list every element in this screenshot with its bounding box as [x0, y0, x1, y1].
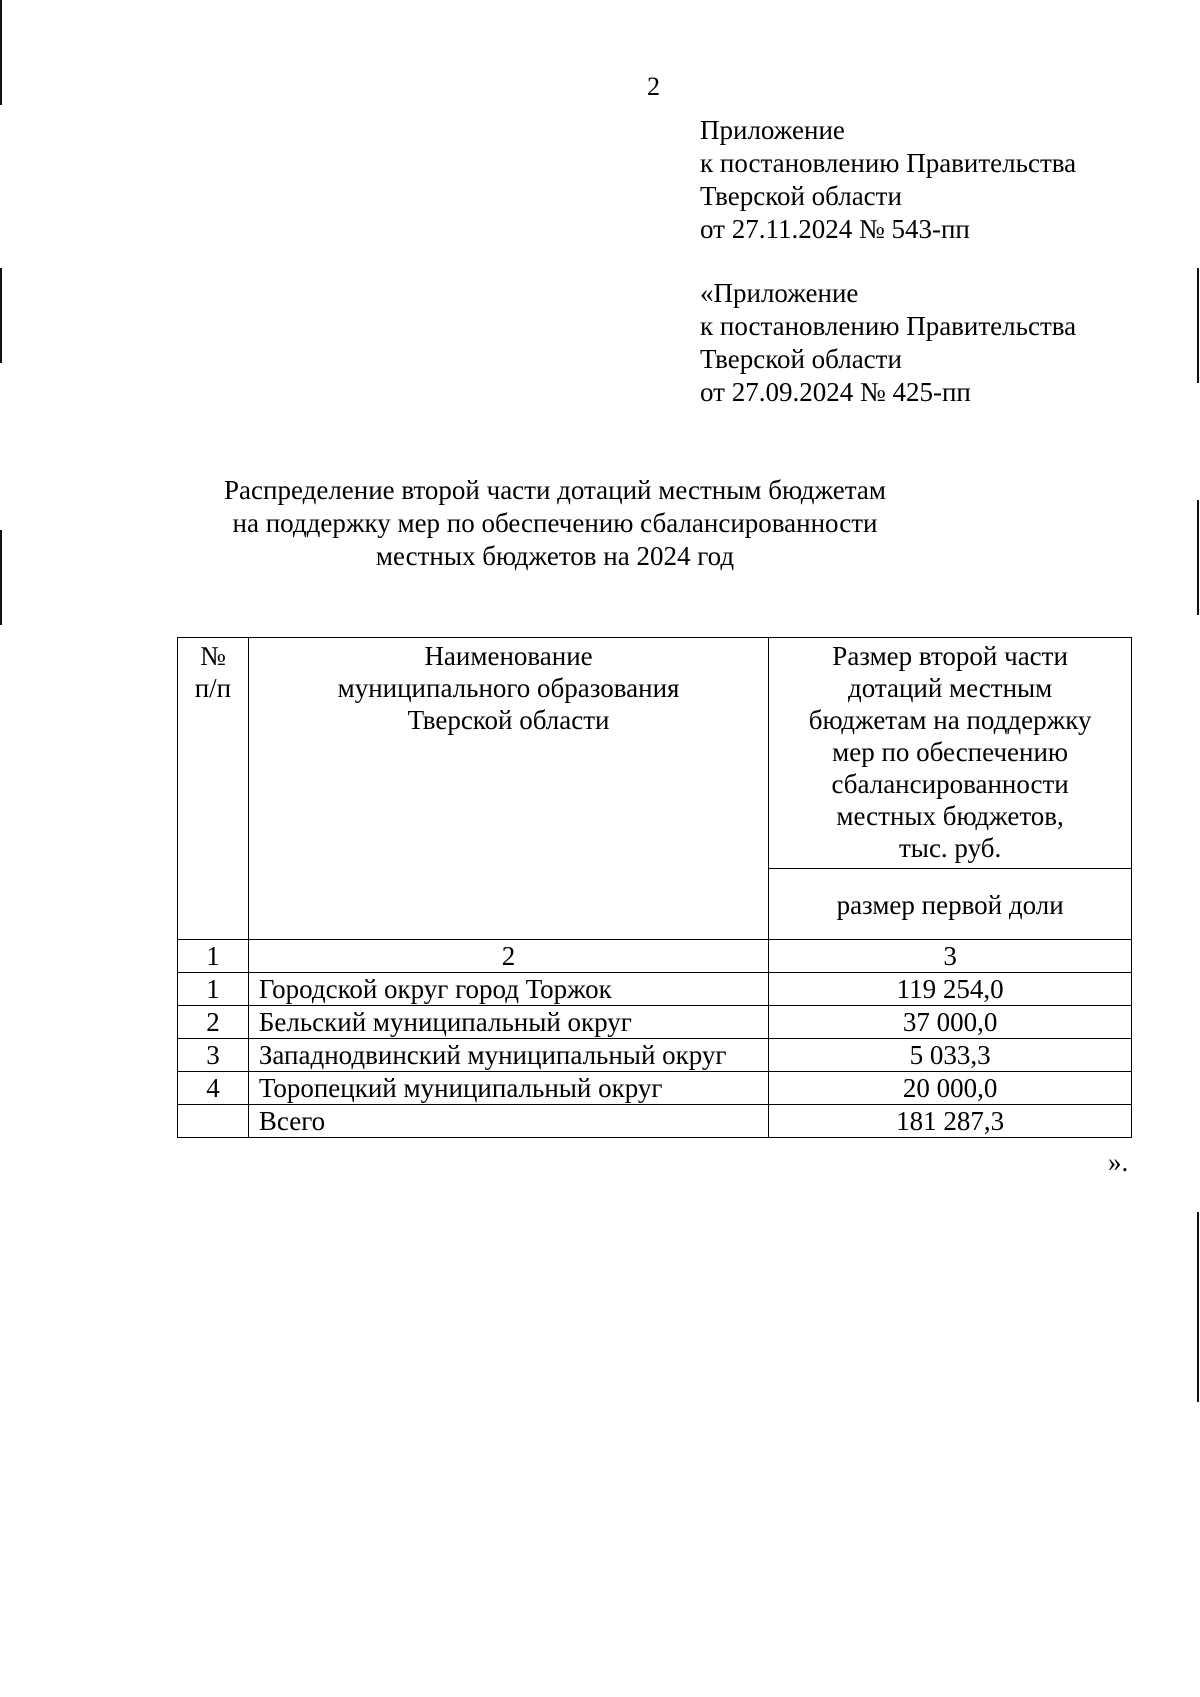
header-amount-line: сбалансированности: [831, 769, 1069, 799]
scan-edge-mark: [0, 530, 2, 625]
row-number: 4: [178, 1072, 249, 1105]
header-amount-line: тыс. руб.: [899, 833, 1002, 863]
header-amount-line: местных бюджетов,: [836, 801, 1064, 831]
municipality-name: Западнодвинский муниципальный округ: [248, 1039, 768, 1072]
column-index: 3: [769, 940, 1132, 973]
title-line: местных бюджетов на 2024 год: [375, 541, 735, 571]
appendix-header-current: [700, 114, 1076, 246]
amount-value: 5 033,3: [769, 1039, 1132, 1072]
column-index: 1: [178, 940, 249, 973]
page-number: 2: [647, 72, 660, 101]
table-row: [178, 1072, 1132, 1105]
closing-quote: ».: [1108, 1147, 1129, 1177]
table-row: [178, 1006, 1132, 1039]
header-number-line: №: [200, 641, 226, 671]
appendix-line: от 27.11.2024 № 543-пп: [700, 214, 970, 244]
municipality-name: Бельский муниципальный округ: [248, 1006, 768, 1039]
column-index: 2: [248, 940, 768, 973]
table-row: [178, 973, 1132, 1006]
amount-value: 119 254,0: [769, 973, 1132, 1006]
scan-edge-mark: [0, 268, 2, 363]
header-amount-line: бюджетам на поддержку: [808, 705, 1092, 735]
scan-edge-mark: [1197, 1212, 1199, 1402]
table-total-row: [178, 1105, 1132, 1138]
total-label: Всего: [248, 1105, 768, 1138]
table-header-row: [178, 638, 1132, 869]
appendix-line: Тверской области: [700, 181, 902, 211]
scan-edge-mark: [1197, 268, 1199, 383]
header-municipality-line: муниципального образования: [337, 673, 680, 703]
row-number: 2: [178, 1006, 249, 1039]
total-row-number: [178, 1105, 249, 1138]
title-line: Распределение второй части дотаций местным бюджетам: [224, 475, 886, 505]
title-line: на поддержку мер по обеспечению сбалансированности: [232, 508, 878, 538]
appendix-header-previous: [700, 277, 1076, 409]
header-municipality: [248, 638, 768, 940]
row-number: 3: [178, 1039, 249, 1072]
municipality-name: Торопецкий муниципальный округ: [248, 1072, 768, 1105]
header-amount-line: мер по обеспечению: [832, 737, 1069, 767]
amount-value: 37 000,0: [769, 1006, 1132, 1039]
header-municipality-line: Наименование: [424, 641, 593, 671]
header-municipality-line: Тверской области: [407, 705, 610, 735]
row-number: 1: [178, 973, 249, 1006]
amount-value: 20 000,0: [769, 1072, 1132, 1105]
scan-edge-mark: [1197, 500, 1199, 615]
appendix-line: Приложение: [700, 115, 845, 145]
appendix-line: от 27.09.2024 № 425-пп: [700, 377, 971, 407]
distribution-table: [177, 637, 1132, 1138]
table-row: [178, 1039, 1132, 1072]
appendix-line: Тверской области: [700, 344, 902, 374]
column-index-row: [178, 940, 1132, 973]
header-number: [178, 638, 249, 940]
appendix-line: к постановлению Правительства: [700, 148, 1077, 178]
header-amount-line: Размер второй части: [832, 641, 1068, 671]
appendix-line: к постановлению Правительства: [700, 311, 1077, 341]
document-title: [200, 474, 910, 573]
header-amount-line: дотаций местным: [847, 673, 1053, 703]
header-first-share: размер первой доли: [769, 869, 1132, 940]
scan-edge-mark: [0, 0, 2, 105]
appendix-line: «Приложение: [700, 278, 859, 308]
total-value: 181 287,3: [769, 1105, 1132, 1138]
header-amount: [769, 638, 1132, 869]
header-number-line: п/п: [194, 673, 232, 703]
municipality-name: Городской округ город Торжок: [248, 973, 768, 1006]
